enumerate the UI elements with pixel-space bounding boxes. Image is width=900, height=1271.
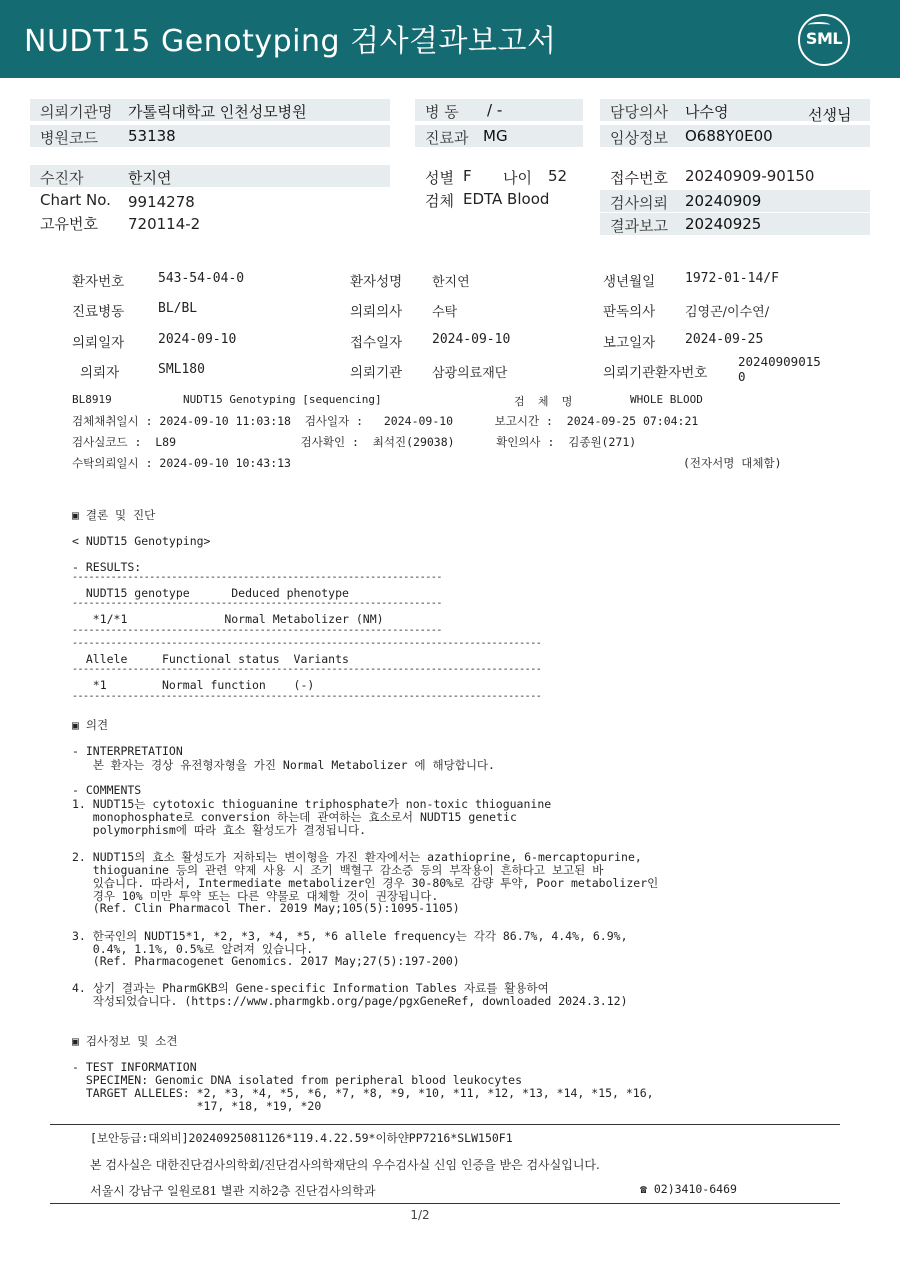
grid-value: 한지연 <box>432 275 470 290</box>
clinical-value: O688Y0E00 <box>685 127 773 145</box>
table1-row: *1/*1 Normal Metabolizer (NM) <box>72 612 384 626</box>
doctor-value: 나수영 <box>685 103 729 121</box>
institution-label: 의뢰기관명 <box>40 103 113 121</box>
report-header <box>0 0 900 78</box>
divider: ------------------------------------------------------------------------------------- <box>72 691 542 702</box>
certification-line: 본 검사실은 대한진단검사의학회/진단검사의학재단의 우수검사실 신임 인증을 받은 검사실입니다. <box>90 1158 600 1172</box>
logo-text: SML <box>805 29 843 48</box>
results-subtitle: < NUDT15 Genotyping> <box>72 534 211 548</box>
interpretation-label: - INTERPRETATION <box>72 744 183 758</box>
section-test-info: ▣ 검사정보 및 소견 <box>72 1034 178 1048</box>
unique-label: 고유번호 <box>40 215 98 233</box>
test-name: NUDT15 Genotyping [sequencing] <box>183 393 382 406</box>
comment-4-line: 작성되었습니다. (https://www.pharmgkb.org/page/pgxGeneRef, downloaded 2024.3.12) <box>72 994 628 1008</box>
doctor-label: 담당의사 <box>610 103 668 121</box>
footer-top-rule <box>50 1124 840 1125</box>
request-value: 20240909 <box>685 192 762 210</box>
section-opinion: ▣ 의견 <box>72 718 109 732</box>
grid-label: 의뢰일자 <box>72 335 125 351</box>
specimen-name-value: WHOLE BLOOD <box>630 393 703 406</box>
dept-box <box>415 125 583 147</box>
section-conclusion: ▣ 결론 및 진단 <box>72 508 156 522</box>
specimen-name-label: 검 체 명 <box>514 395 573 408</box>
unique-value: 720114-2 <box>128 215 201 233</box>
comment-3-line: 3. 한국인의 NUDT15*1, *2, *3, *4, *5, *6 allele frequency는 각각 86.7%, 4.4%, 6.9%, <box>72 929 628 943</box>
divider: ------------------------------------------------------------------------------------- <box>72 664 542 675</box>
ward-value: / - <box>487 101 503 119</box>
grid-value: 543-54-04-0 <box>158 271 245 286</box>
patient-value: 한지연 <box>128 169 172 187</box>
grid-value: 김영곤/이수연/ <box>685 305 770 320</box>
grid-label: 판독의사 <box>603 304 656 320</box>
grid-label: 의뢰의사 <box>350 304 403 320</box>
request-box <box>600 190 870 212</box>
sml-logo <box>798 14 850 66</box>
comments-label: - COMMENTS <box>72 783 142 797</box>
lab-address: 서울시 강남구 일원로81 별관 지하2층 진단검사의학과 <box>90 1184 376 1198</box>
hospital-code-box <box>30 125 390 147</box>
comment-1-line: 1. NUDT15는 cytotoxic thioguanine triphosphate가 non-toxic thioguanine <box>72 797 552 811</box>
dept-value: MG <box>483 127 508 145</box>
grid-label: 진료병동 <box>72 304 125 320</box>
comment-1-line: monophosphate로 conversion 하는데 관여하는 효소로서 NUDT15 genetic <box>72 810 517 824</box>
test-info-alleles-cont: *17, *18, *19, *20 <box>72 1099 322 1113</box>
page-number: 1/2 <box>410 1208 430 1222</box>
table2-header: Allele Functional status Variants <box>72 652 349 666</box>
institution-value: 가톨릭대학교 인천성모병원 <box>128 103 307 121</box>
divider: ------------------------------------------------------------------- <box>72 625 442 636</box>
comment-1-line: polymorphism에 따라 효소 활성도가 결정됩니다. <box>72 823 366 837</box>
logo-arc-icon <box>808 22 830 28</box>
esign-note: (전자서명 대체함) <box>683 456 782 470</box>
specimen-label: 검체 <box>425 192 454 210</box>
chart-label: Chart No. <box>40 191 111 209</box>
divider: ------------------------------------------------------------------- <box>72 598 442 609</box>
report-date-label: 결과보고 <box>610 217 668 235</box>
age-label: 나이 <box>503 169 532 187</box>
patient-box <box>30 165 390 187</box>
clinical-label: 임상정보 <box>610 129 668 147</box>
grid-label: 환자성명 <box>350 274 403 290</box>
test-info-label: - TEST INFORMATION <box>72 1060 197 1074</box>
test-meta-line2: 검체채취일시 : 2024-09-10 11:03:18 검사일자 : 2024-09-10 보고시간 : 2024-09-25 07:04:21 <box>72 414 699 428</box>
grid-value: 2024-09-10 <box>158 332 237 347</box>
grid-value: 2024-09-10 <box>432 332 511 347</box>
receipt-label: 접수번호 <box>610 169 668 187</box>
grid-value: BL/BL <box>158 301 198 316</box>
sex-label: 성별 <box>425 169 454 187</box>
doctor-suffix: 선생님 <box>808 106 852 124</box>
grid-label: 의뢰기관환자번호 <box>603 365 708 381</box>
comment-2-line: thioguanine 등의 관련 약제 사용 시 조기 백혈구 감소증 등의 부작용이 흔하다고 보고된 바 <box>72 863 604 877</box>
test-meta-line4: 수탁의뢰일시 : 2024-09-10 10:43:13 <box>72 456 291 470</box>
receipt-value: 20240909-90150 <box>685 167 815 185</box>
comment-3-line: 0.4%, 1.1%, 0.5%로 알려져 있습니다. <box>72 942 314 956</box>
comment-2-line: 경우 10% 미만 투약 또는 다른 약물로 대체할 것이 권장됩니다. <box>72 889 439 903</box>
lab-phone: ☎ 02)3410-6469 <box>640 1182 737 1196</box>
table2-row: *1 Normal function (-) <box>72 678 315 692</box>
grid-value: 20240909015 <box>738 354 821 369</box>
test-code: BL8919 <box>72 393 112 406</box>
table1-header: NUDT15 genotype Deduced phenotype <box>72 586 349 600</box>
test-info-alleles: TARGET ALLELES: *2, *3, *4, *5, *6, *7, *8, *9, *10, *11, *12, *13, *14, *15, *16, <box>72 1086 654 1100</box>
request-label: 검사의뢰 <box>610 194 668 212</box>
test-meta-line3: 검사실코드 : L89 검사확인 : 최석진(29038) 확인의사 : 김종원(271) <box>72 435 637 449</box>
grid-label: 의뢰기관 <box>350 365 403 381</box>
sex-value: F <box>463 167 472 185</box>
doctor-box <box>600 99 870 124</box>
grid-label: 의뢰자 <box>80 365 120 381</box>
grid-label: 보고일자 <box>603 335 656 351</box>
grid-label: 환자번호 <box>72 274 125 290</box>
grid-value-cont: 0 <box>738 369 746 384</box>
comment-4-line: 4. 상기 결과는 PharmGKB의 Gene-specific Information Tables 자료를 활용하여 <box>72 981 549 995</box>
footer-bottom-rule <box>50 1203 840 1204</box>
grid-value: SML180 <box>158 362 205 377</box>
comment-2-line: 2. NUDT15의 효소 활성도가 저하되는 변이형을 가진 환자에서는 azathioprine, 6-mercaptopurine, <box>72 850 642 864</box>
comment-2-line: 있습니다. 따라서, Intermediate metabolizer인 경우 30-80%로 감량 투약, Poor metabolizer인 <box>72 876 659 890</box>
institution-box <box>30 99 390 121</box>
comment-3-line: (Ref. Pharmacogenet Genomics. 2017 May;27(5):197-200) <box>72 954 460 968</box>
grid-value: 1972-01-14/F <box>685 271 779 286</box>
divider: ------------------------------------------------------------------- <box>72 572 442 583</box>
results-label: - RESULTS: <box>72 560 142 574</box>
security-line: [보안등급:대외비]20240925081126*119.4.22.59*이하얀PP7216*SLW150F1 <box>90 1131 513 1145</box>
divider: ------------------------------------------------------------------------------------- <box>72 638 542 649</box>
report-date-box <box>600 213 870 235</box>
clinical-box <box>600 125 870 147</box>
patient-label: 수진자 <box>40 169 84 187</box>
age-value: 52 <box>548 167 568 185</box>
report-title: NUDT15 Genotyping 검사결과보고서 <box>24 24 557 59</box>
grid-value: 2024-09-25 <box>685 332 764 347</box>
interpretation-text: 본 환자는 경상 유전형자형을 가진 Normal Metabolizer 에 해당합니다. <box>72 758 495 772</box>
hospital-code-value: 53138 <box>128 127 176 145</box>
grid-value: 삼광의료재단 <box>432 366 508 381</box>
dept-label: 진료과 <box>425 129 469 147</box>
hospital-code-label: 병원코드 <box>40 129 98 147</box>
ward-box <box>415 99 583 121</box>
grid-label: 생년월일 <box>603 274 656 290</box>
chart-value: 9914278 <box>128 193 195 211</box>
grid-value: 수탁 <box>432 305 458 320</box>
comment-2-line: (Ref. Clin Pharmacol Ther. 2019 May;105(5):1095-1105) <box>72 901 460 915</box>
test-info-specimen: SPECIMEN: Genomic DNA isolated from peripheral blood leukocytes <box>72 1073 523 1087</box>
grid-label: 접수일자 <box>350 335 403 351</box>
specimen-value: EDTA Blood <box>463 190 550 208</box>
report-date-value: 20240925 <box>685 215 762 233</box>
ward-label: 병 동 <box>425 103 459 121</box>
